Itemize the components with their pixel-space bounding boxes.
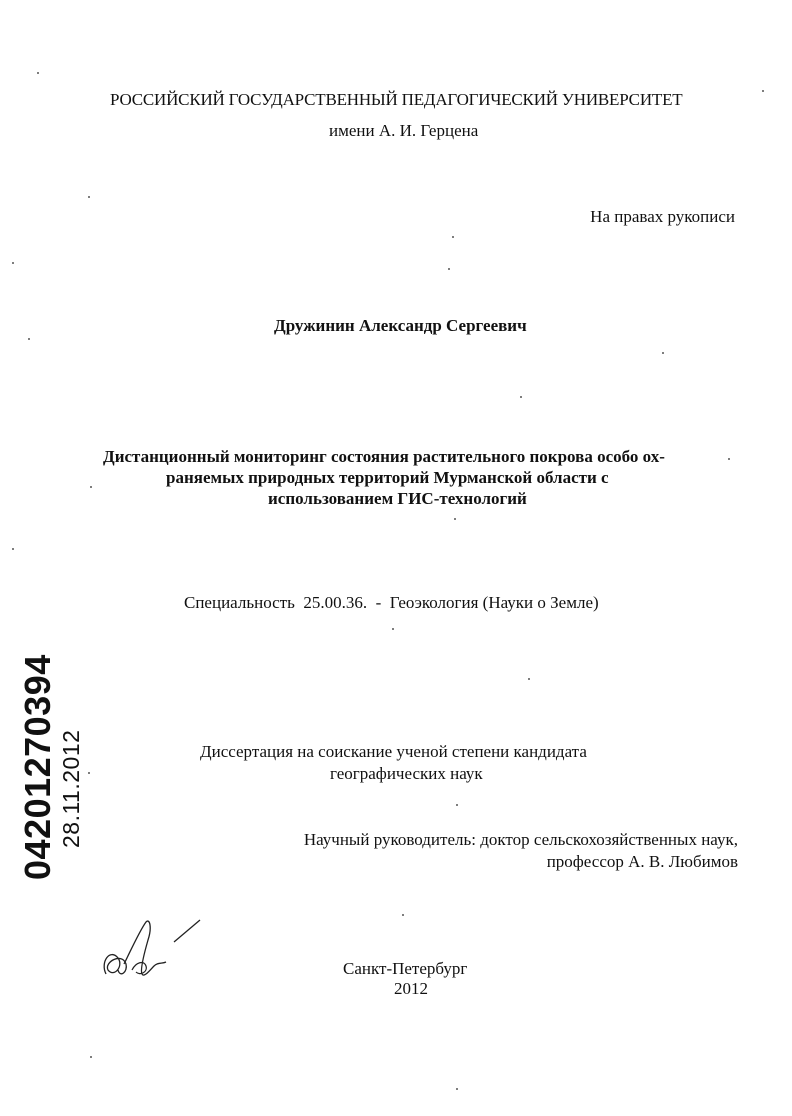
scan-speck: [37, 72, 39, 74]
dissertation-title-line-2: раняемых природных территорий Мурманской области с: [166, 468, 609, 487]
specialty-label: Специальность: [184, 593, 295, 612]
advisor-line-2: профессор А. В. Любимов: [546, 852, 738, 871]
scan-speck: [88, 196, 90, 198]
dissertation-title-line-1: Дистанционный мониторинг состояния растительного покрова особо ох-: [103, 447, 665, 466]
named-after-line: имени А. И. Герцена: [329, 121, 479, 140]
specialty-code: 25.00.36.: [303, 593, 368, 612]
university-name: РОССИЙСКИЙ ГОСУДАРСТВЕННЫЙ ПЕДАГОГИЧЕСКИЙ УНИВЕРСИТЕТ: [110, 90, 683, 109]
library-stamp-date: 28.11.2012: [58, 729, 84, 848]
dissertation-title-line-3: использованием ГИС-технологий: [268, 489, 527, 508]
scan-speck: [452, 236, 454, 238]
city: Санкт-Петербург: [343, 959, 468, 978]
specialty-line: [184, 593, 599, 613]
scan-speck: [520, 396, 522, 398]
scan-speck: [528, 678, 530, 680]
scan-speck: [762, 90, 764, 92]
scan-speck: [662, 352, 664, 354]
year: 2012: [394, 979, 428, 998]
scan-speck: [448, 268, 450, 270]
scan-speck: [90, 486, 92, 488]
scan-speck: [28, 338, 30, 340]
scan-speck: [402, 914, 404, 916]
specialty-separator: -: [375, 593, 382, 612]
scan-speck: [454, 518, 456, 520]
scan-speck: [456, 804, 458, 806]
scan-speck: [90, 1056, 92, 1058]
scan-speck: [12, 262, 14, 264]
advisor-line-1: Научный руководитель: доктор сельскохозяйственных наук,: [303, 830, 738, 849]
scan-speck: [728, 458, 730, 460]
manuscript-rights-note: На правах рукописи: [590, 207, 735, 226]
author-name: Дружинин Александр Сергеевич: [274, 316, 527, 335]
scan-speck: [392, 628, 394, 630]
scan-speck: [456, 1088, 458, 1090]
scan-speck: [88, 772, 90, 774]
scan-speck: [12, 548, 14, 550]
handwritten-signature-icon: [96, 912, 216, 992]
degree-line-1: Диссертация на соискание ученой степени кандидата: [200, 742, 587, 761]
specialty-name: Геоэкология (Науки о Земле): [389, 593, 599, 612]
degree-line-2: географических наук: [330, 764, 483, 783]
library-stamp-id: 04201270394: [17, 654, 58, 880]
